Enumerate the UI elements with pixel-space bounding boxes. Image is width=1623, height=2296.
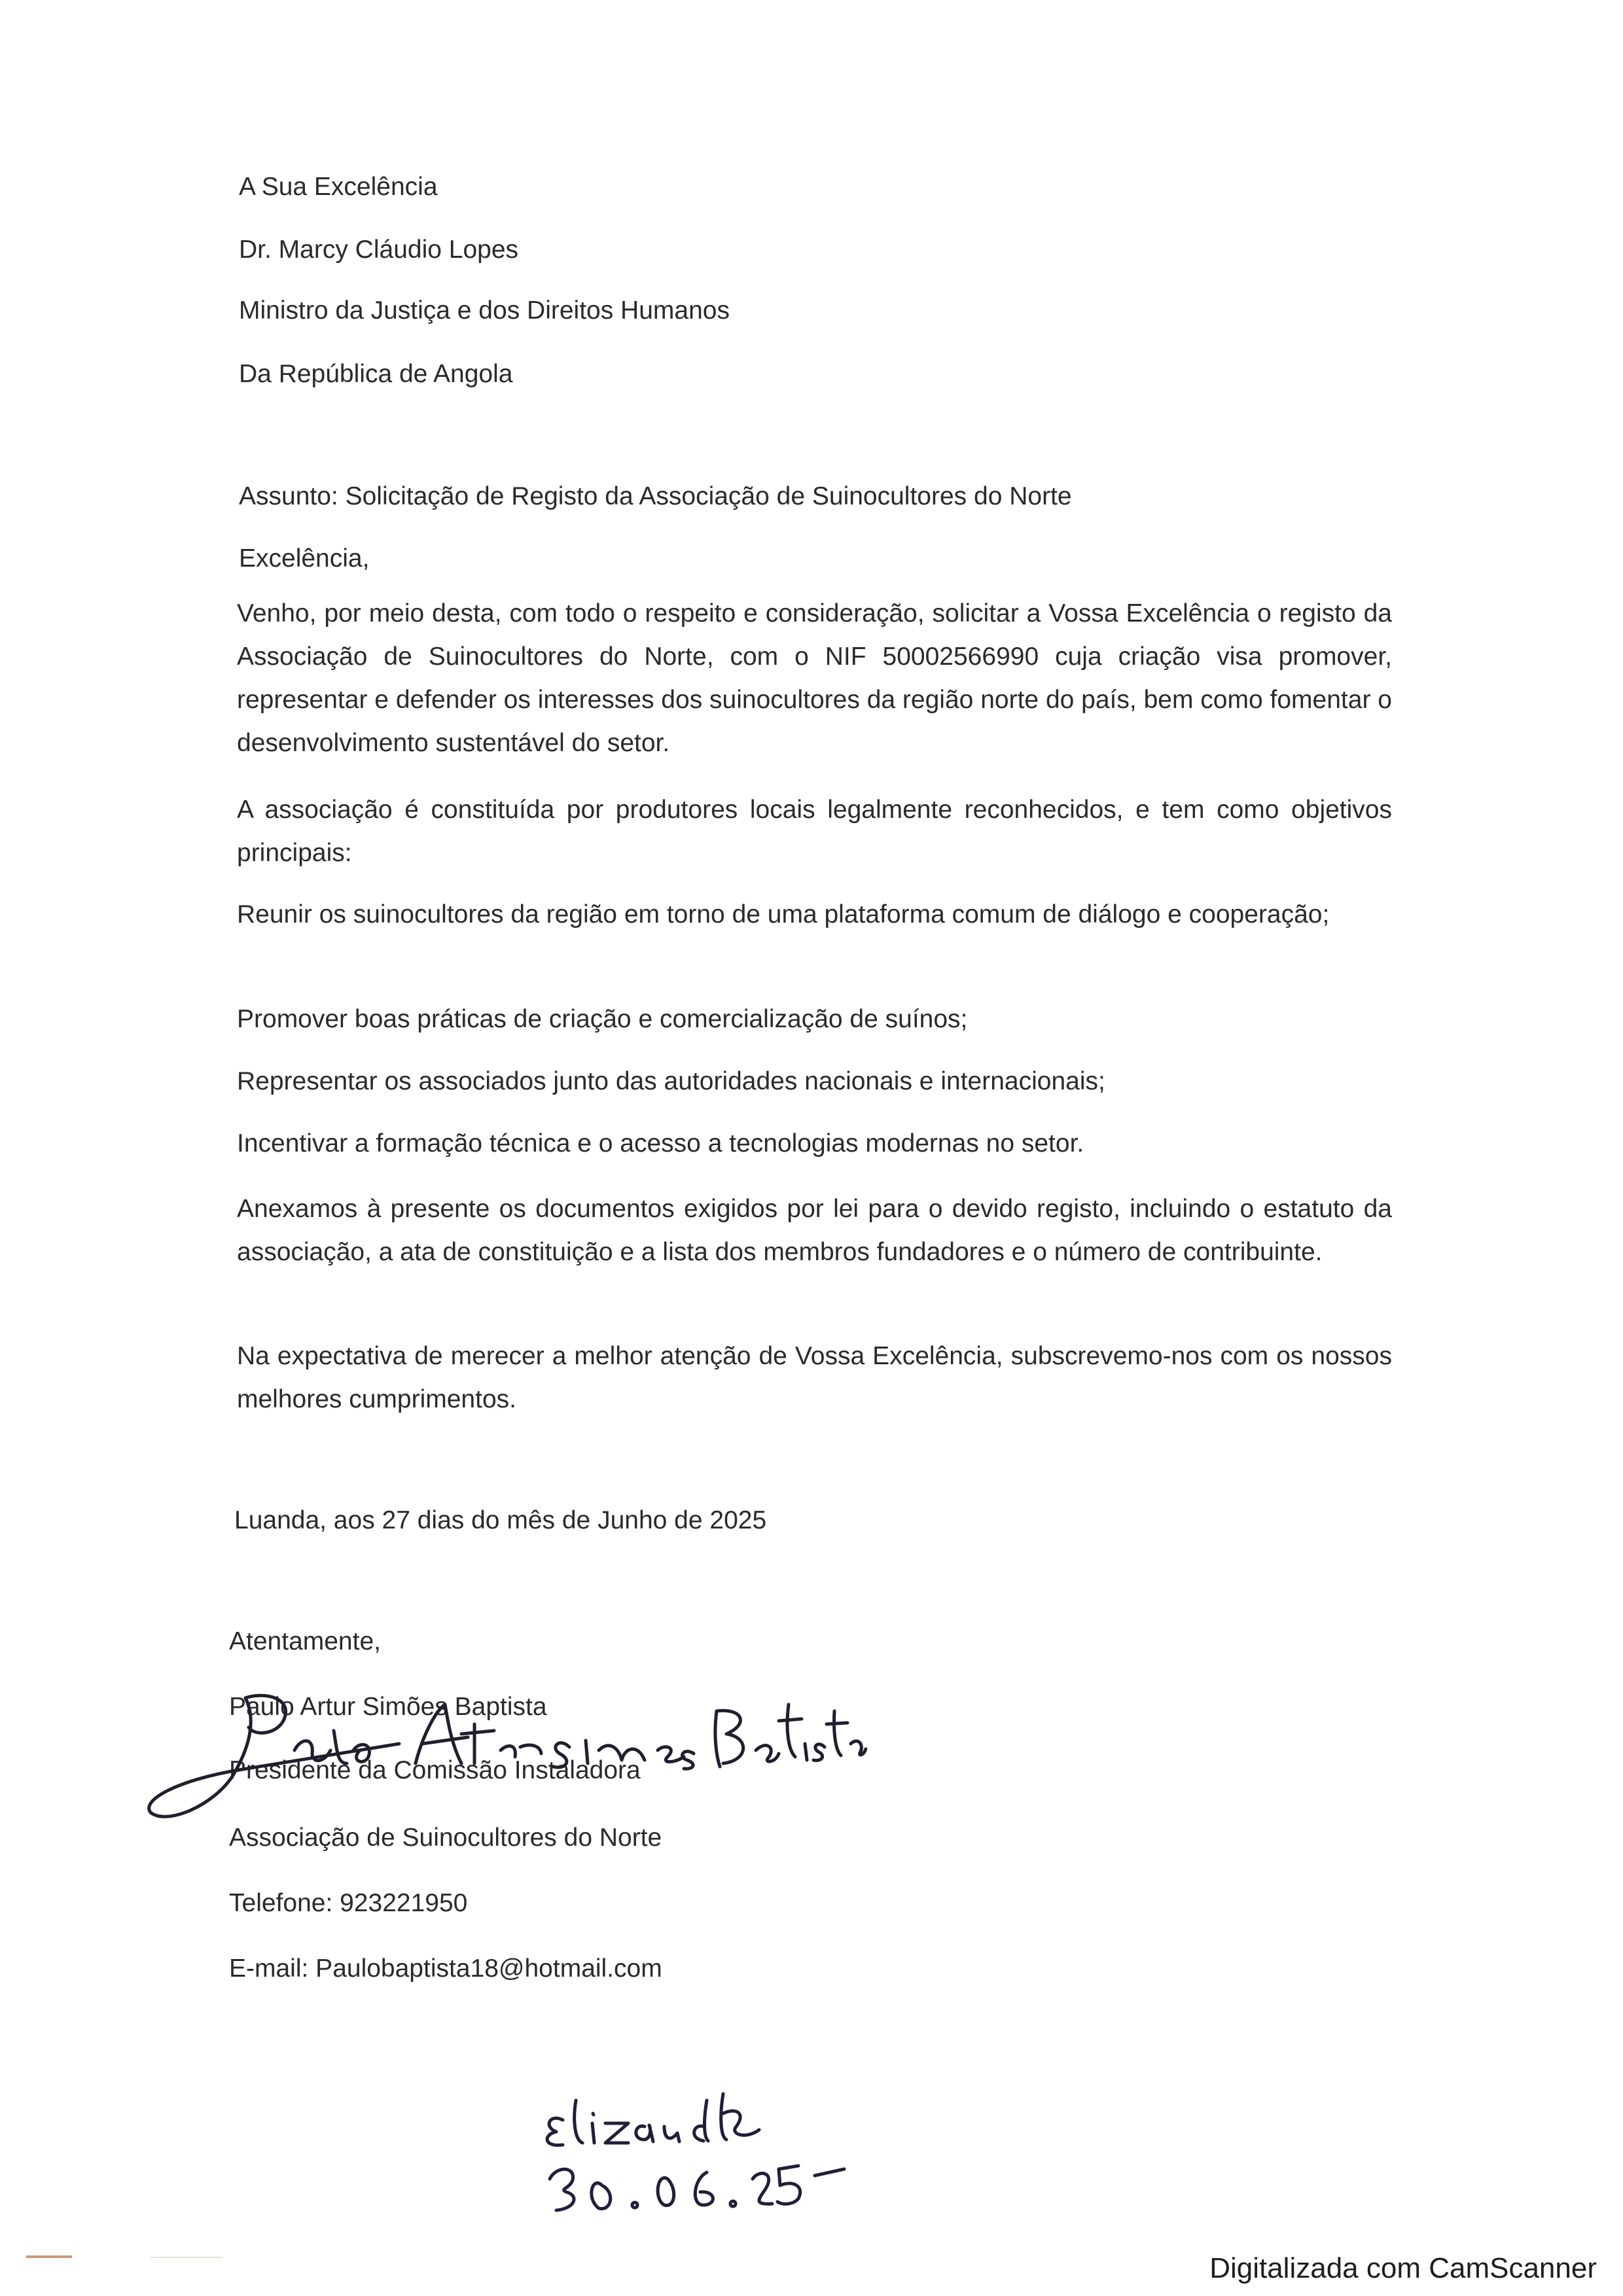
recipient-line-4: Da República de Angola xyxy=(239,360,513,388)
camscanner-footer: Digitalizada com CamScanner xyxy=(1209,2252,1597,2284)
objective-3: Representar os associados junto das autoridades nacionais e internacionais; xyxy=(237,1067,1105,1095)
paragraph-attachments: Anexamos à presente os documentos exigidos por lei para o devido registo, incluindo o estatuto da associação, a ata de constituição e a lista dos membros fundadores e o número de contribuinte. xyxy=(237,1195,1392,1266)
paragraph-closing: Na expectativa de merecer a melhor atenção de Vossa Excelência, subscrevemo-nos com os nossos melhores cumprimentos. xyxy=(237,1342,1392,1413)
subject-line: Assunto: Solicitação de Registo da Associação de Suinocultores do Norte xyxy=(239,482,1072,510)
sender-phone: Telefone: 923221950 xyxy=(229,1889,468,1917)
date-line: Luanda, aos 27 dias do mês de Junho de 2025 xyxy=(234,1506,767,1534)
objective-2: Promover boas práticas de criação e comercialização de suínos; xyxy=(237,1005,968,1033)
recipient-line-3: Ministro da Justiça e dos Direitos Humanos xyxy=(239,296,730,325)
objective-1: Reunir os suinocultores da região em torno de uma plataforma comum de diálogo e cooperação; xyxy=(237,900,1330,928)
objective-4: Incentivar a formação técnica e o acesso a tecnologias modernas no setor. xyxy=(237,1129,1084,1157)
receipt-initials-and-date xyxy=(537,2074,877,2225)
sender-title: Presidente da Comissão Instaladora xyxy=(229,1756,641,1784)
closing-line: Atentamente, xyxy=(229,1627,381,1655)
paragraph-constitution: A associação é constituída por produtores locais legalmente reconhecidos, e tem como objetivos principais: xyxy=(237,796,1392,867)
paragraph-request: Venho, por meio desta, com todo o respeito e consideração, solicitar a Vossa Excelência o registo da Associação de Suinocultores do Norte, com o NIF 50002566990 cuja criação visa promover, representar e defender os interesses dos suinocultores da região norte do país, bem como fomentar o desenvolvimento sustentável do setor. xyxy=(237,599,1392,757)
sender-email: E-mail: Paulobaptista18@hotmail.com xyxy=(229,1954,662,1983)
sender-organization: Associação de Suinocultores do Norte xyxy=(229,1824,662,1852)
scan-edge-mark-faint xyxy=(151,2257,223,2258)
salutation: Excelência, xyxy=(239,544,370,573)
recipient-line-2: Dr. Marcy Cláudio Lopes xyxy=(239,236,519,264)
sender-name: Paulo Artur Simões Baptista xyxy=(229,1693,547,1721)
recipient-line-1: A Sua Excelência xyxy=(239,173,438,201)
handwritten-signature xyxy=(141,1672,867,1845)
scan-edge-mark xyxy=(26,2255,72,2258)
